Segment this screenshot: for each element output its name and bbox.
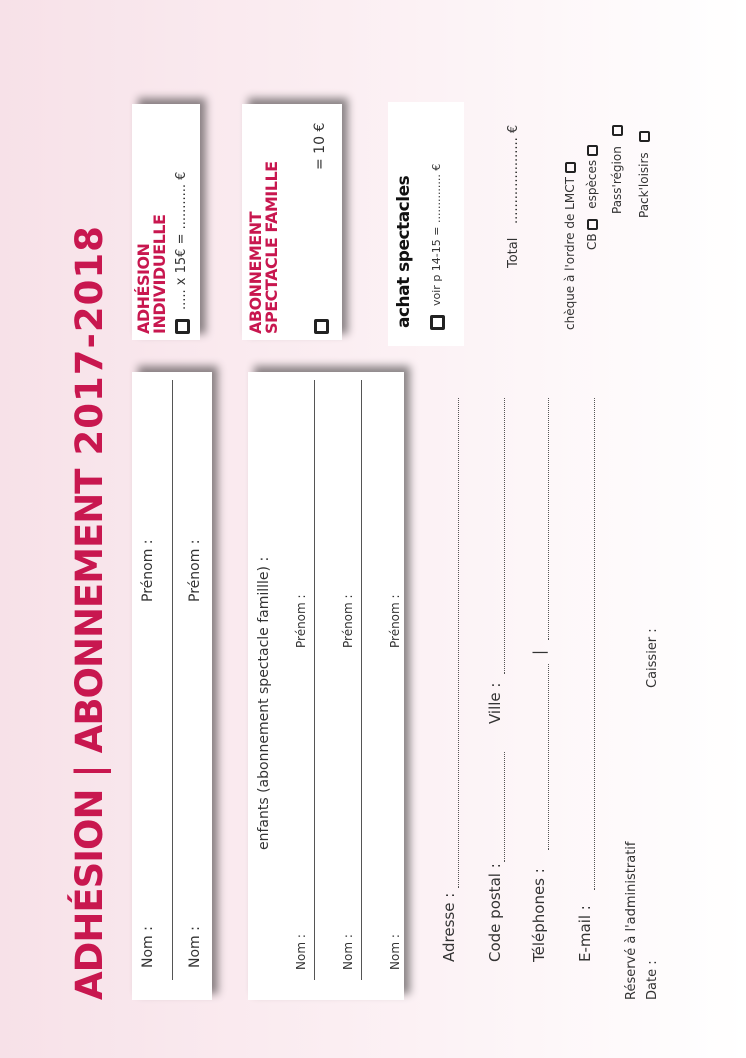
payment-cb-label: CB: [585, 233, 599, 250]
email-label: E-mail :: [576, 905, 594, 962]
achat-title: achat spectacles: [394, 175, 414, 328]
payment-passregion-checkbox[interactable]: [612, 125, 623, 136]
adhesion-checkbox[interactable]: [175, 319, 190, 334]
payment-passregion-label: Pass'région: [610, 146, 624, 214]
adhesion-card: [132, 104, 200, 340]
payment-cheque-row: [563, 162, 577, 330]
payment-especes-checkbox[interactable]: [587, 145, 598, 156]
achat-card: [388, 102, 464, 346]
telephones-label: Téléphones :: [530, 868, 548, 962]
adresse-field[interactable]: [458, 398, 459, 888]
adresse-label: Adresse :: [440, 892, 458, 962]
code-postal-label: Code postal :: [486, 863, 504, 962]
payment-cb-checkbox[interactable]: [587, 219, 598, 230]
ville-label: Ville :: [486, 682, 504, 724]
payment-packloisirs-label: Pack'loisirs: [637, 152, 651, 218]
payment-passregion-row: [610, 125, 624, 214]
payment-packloisirs-checkbox[interactable]: [639, 131, 650, 142]
total-value[interactable]: ..................... €: [506, 124, 521, 224]
total-label: Total: [506, 237, 521, 268]
famille-formula: = 10 €: [312, 122, 328, 170]
telephone-1-field[interactable]: [548, 664, 549, 850]
title-year: 2017-2018: [68, 225, 111, 456]
admin-reserve-label: Réservé à l'administratif: [624, 841, 639, 1000]
achat-checkbox[interactable]: [430, 315, 445, 330]
payment-packloisirs-row: [637, 131, 651, 218]
code-postal-field[interactable]: [504, 752, 505, 862]
famille-title: ABONNEMENT SPECTACLE FAMILLE: [246, 161, 281, 334]
ville-field[interactable]: [504, 398, 505, 674]
payment-cheque-label: chèque à l'ordre de LMCT: [563, 177, 577, 330]
adult-2-nom-label: Nom :: [187, 926, 203, 968]
payment-cheque-checkbox[interactable]: [565, 162, 576, 173]
admin-date-label: Date :: [645, 960, 660, 1000]
achat-formula: voir p 14-15 = .............. €: [430, 163, 443, 306]
famille-card: [242, 104, 342, 340]
child-2-prenom-label: Prénom :: [341, 594, 355, 648]
children-card: [248, 372, 404, 1000]
adhesion-formula: ..... x 15€ = ........... €: [174, 171, 189, 310]
telephones-separator: |: [530, 649, 548, 655]
child-2-line[interactable]: [361, 380, 362, 980]
email-field[interactable]: [594, 398, 595, 890]
adult-2-prenom-label: Prénom :: [187, 539, 203, 602]
page-title: [68, 225, 111, 1000]
child-1-line[interactable]: [314, 380, 315, 980]
adults-card: [132, 372, 212, 1000]
telephone-2-field[interactable]: [548, 398, 549, 640]
child-3-prenom-label: Prénom :: [388, 594, 402, 648]
adhesion-title: ADHÉSION INDIVIDUELLE: [134, 214, 169, 334]
adult-1-nom-label: Nom :: [140, 926, 156, 968]
child-1-prenom-label: Prénom :: [294, 594, 308, 648]
child-3-nom-label: Nom :: [388, 934, 402, 970]
child-1-nom-label: Nom :: [294, 934, 308, 970]
child-2-nom-label: Nom :: [341, 934, 355, 970]
title-main: ADHÉSION | ABONNEMENT: [68, 469, 111, 1000]
children-header: enfants (abonnement spectacle famillle) :: [256, 556, 272, 850]
famille-checkbox[interactable]: [314, 319, 329, 334]
adult-1-line[interactable]: [172, 380, 173, 980]
adult-1-prenom-label: Prénom :: [140, 539, 156, 602]
payment-especes-label: espèces: [585, 159, 599, 209]
payment-cb-row: [585, 145, 599, 250]
admin-caissier-label: Caissier :: [645, 628, 660, 688]
